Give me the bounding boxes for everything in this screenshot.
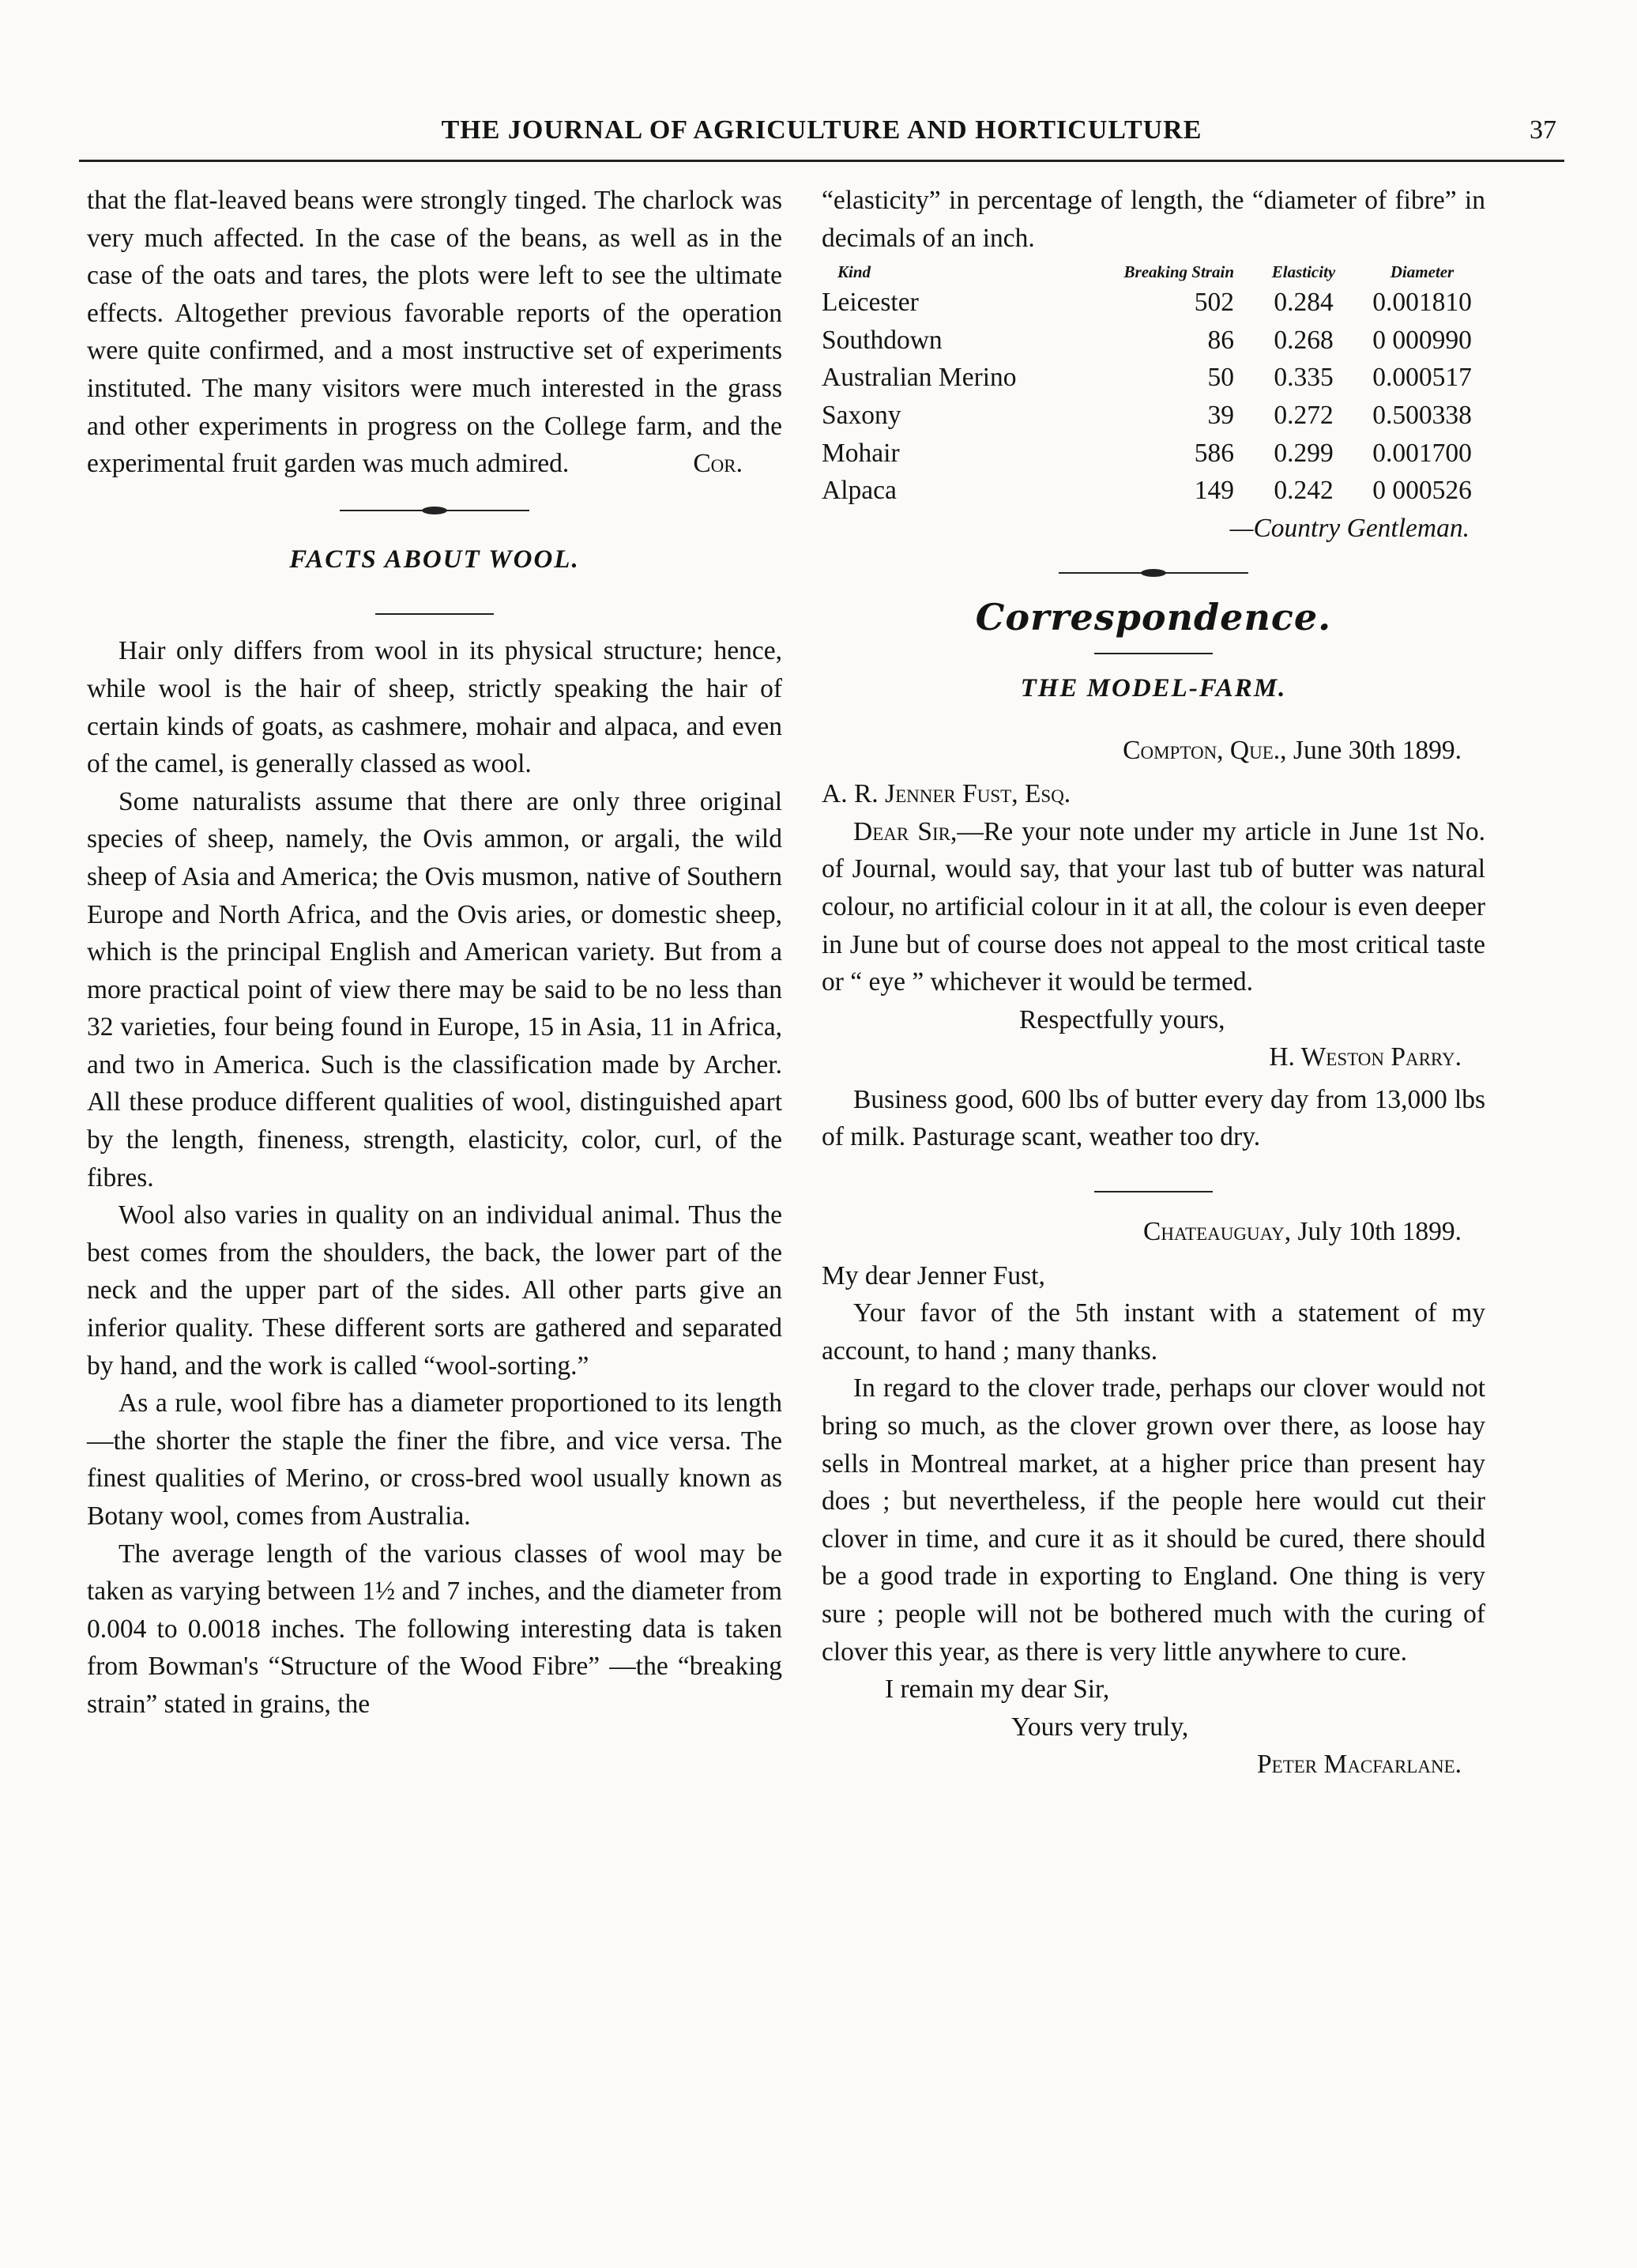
wool-paragraph: The average length of the various classes of wool may be taken as varying between 1½ and 7 inches, and the diameter from 0.004 to 0.0018 inches. The following interesting data is taken from Bowman's “Structure of the Wood Fibre” —the “breaking strain” stated in grains, the bbox=[87, 1539, 782, 1719]
title-rule bbox=[375, 613, 494, 615]
letter1-addressee: A. R. Jenner Fust, Esq. bbox=[822, 779, 1071, 809]
wool-continuation: “elasticity” in percentage of length, the “diameter of fibre” in decimals of an inch. bbox=[822, 186, 1485, 253]
letter2-closing: Yours very truly, bbox=[1011, 1712, 1189, 1742]
wool-paragraph: As a rule, wool fibre has a diameter proportioned to its length—the shorter the staple the finer the fibre, and vice versa. The finest qualities of Merino, or cross-bred wool usually known as Botany wool, comes from Australia. bbox=[87, 1388, 782, 1531]
strain-cell: 50 bbox=[1207, 363, 1234, 393]
page-number: 37 bbox=[1530, 115, 1556, 145]
letter-divider bbox=[1094, 1191, 1213, 1192]
letter1-dateline: Compton, Que., June 30th 1899. bbox=[1123, 735, 1462, 765]
letter1-signature: H. Weston Parry. bbox=[1269, 1042, 1462, 1072]
right-column bbox=[822, 182, 1485, 1784]
letter1-postscript: Business good, 600 lbs of butter every day from 13,000 lbs of milk. Pasturage scant, weather too dry. bbox=[822, 1084, 1485, 1152]
column-header: Breaking Strain bbox=[1123, 262, 1234, 282]
table-row bbox=[822, 472, 1485, 510]
elasticity-cell: 0.272 bbox=[1274, 400, 1334, 430]
column-header: Kind bbox=[837, 262, 871, 282]
table-header-row bbox=[822, 260, 1485, 284]
elasticity-cell: 0.268 bbox=[1274, 325, 1334, 355]
table-row bbox=[822, 397, 1485, 435]
wool-data-table bbox=[822, 260, 1485, 547]
letter1-closing: Respectfully yours, bbox=[1019, 1004, 1225, 1034]
diameter-cell: 0.001700 bbox=[1372, 438, 1472, 468]
strain-cell: 86 bbox=[1207, 325, 1234, 355]
table-row bbox=[822, 284, 1485, 322]
diameter-cell: 0 000526 bbox=[1372, 476, 1472, 506]
elasticity-cell: 0.242 bbox=[1274, 476, 1334, 506]
ornament-divider bbox=[340, 508, 529, 513]
table-row bbox=[822, 359, 1485, 397]
kind-cell: Mohair bbox=[822, 438, 900, 468]
column-header: Elasticity bbox=[1271, 262, 1336, 282]
elasticity-cell: 0.299 bbox=[1274, 438, 1334, 468]
page-header bbox=[79, 109, 1564, 156]
running-title: THE JOURNAL OF AGRICULTURE AND HORTICULTURE bbox=[441, 115, 1202, 145]
elasticity-cell: 0.335 bbox=[1274, 363, 1334, 393]
table-source: —Country Gentleman. bbox=[1229, 513, 1470, 543]
header-rule bbox=[79, 160, 1564, 162]
strain-cell: 149 bbox=[1194, 476, 1234, 506]
intro-signature: Cor. bbox=[693, 449, 743, 479]
kind-cell: Australian Merino bbox=[822, 363, 1017, 393]
letter2-signature: Peter Macfarlane. bbox=[1257, 1750, 1462, 1780]
kind-cell: Southdown bbox=[822, 325, 943, 355]
left-column bbox=[87, 182, 782, 1724]
letter2-paragraph: Your favor of the 5th instant with a statement of my account, to hand ; many thanks. bbox=[822, 1298, 1485, 1366]
intro-paragraph: that the flat-leaved beans were strongly tinged. The charlock was very much affected. In the case of the beans, as well as in the case of the oats and tares, the plots were left to see the ultimate effects. Altogether previous favorable reports of the operation were quite confirmed, and a most instructive set of experiments instituted. The many visitors were much interested in the grass and other experiments in progress on the College farm, and the experimental fruit garden was much admired. bbox=[87, 186, 782, 479]
diameter-cell: 0 000990 bbox=[1372, 325, 1472, 355]
strain-cell: 39 bbox=[1207, 400, 1234, 430]
heading-rule bbox=[1094, 653, 1213, 654]
letter1-body: Dear Sir,—Re your note under my article in June 1st No. of Journal, would say, that your last tub of butter was natural colour, no artificial colour in it at all, the colour is even deeper in June but of course does not appeal to the most critical taste or “ eye ” whichever it would be termed. bbox=[822, 816, 1486, 997]
wool-paragraph: Some naturalists assume that there are only three original species of sheep, namely, the Ovis ammon, or argali, the wild sheep of Asia and America; the Ovis musmon, native of Southern Europe and North Africa, and the Ovis aries, or domestic sheep, which is the principal English and American variety. But from a more practical point of view there may be said to be no less than 32 varieties, four being found in Europe, 15 in Asia, 11 in Africa, and two in America. Such is the classification made by Archer. All these produce different qualities of wool, distinguished apart by the length, fineness, strength, elasticity, color, curl, of the fibres. bbox=[87, 786, 782, 1192]
kind-cell: Alpaca bbox=[822, 476, 897, 506]
wool-paragraph: Hair only differs from wool in its physical structure; hence, while wool is the hair of sheep, strictly speaking the hair of certain kinds of goats, as cashmere, mohair and alpaca, and even of the camel, is generally classed as wool. bbox=[87, 636, 782, 779]
letter2-paragraph: In regard to the clover trade, perhaps our clover would not bring so much, as the clover grown over there, as loose hay sells in Montreal market, at a higher price than present hay does ; but nevertheless, if the people here would cut their clover in time, and cure it as it should be cured, there should be a good trade in exporting to England. One thing is very sure ; people will not be bothered much with the curing of clover this year, as there is very little anywhere to cure. bbox=[822, 1373, 1485, 1667]
letter2-dateline: Chateauguay, July 10th 1899. bbox=[1143, 1217, 1462, 1247]
diameter-cell: 0.001810 bbox=[1372, 288, 1472, 318]
strain-cell: 502 bbox=[1194, 288, 1234, 318]
diameter-cell: 0.000517 bbox=[1372, 363, 1472, 393]
letter2-closing: I remain my dear Sir, bbox=[885, 1675, 1110, 1705]
table-row bbox=[822, 322, 1485, 360]
model-farm-title: THE MODEL-FARM. bbox=[1020, 673, 1287, 703]
kind-cell: Saxony bbox=[822, 400, 901, 430]
strain-cell: 586 bbox=[1194, 438, 1234, 468]
letter2-salutation: My dear Jenner Fust, bbox=[822, 1260, 1045, 1290]
table-row bbox=[822, 435, 1485, 473]
elasticity-cell: 0.284 bbox=[1274, 288, 1334, 318]
ornament-divider bbox=[1059, 571, 1248, 575]
wool-article-title: FACTS ABOUT WOOL. bbox=[289, 544, 580, 574]
kind-cell: Leicester bbox=[822, 288, 919, 318]
wool-paragraph: Wool also varies in quality on an individual animal. Thus the best comes from the shoulders, the back, the lower part of the neck and the upper part of the sides. All other parts give an inferior quality. These different sorts are gathered and separated by hand, and the work is called “wool-sorting.” bbox=[87, 1200, 782, 1381]
correspondence-heading: Correspondence. bbox=[975, 596, 1332, 639]
diameter-cell: 0.500338 bbox=[1372, 400, 1472, 430]
column-header: Diameter bbox=[1390, 262, 1454, 282]
